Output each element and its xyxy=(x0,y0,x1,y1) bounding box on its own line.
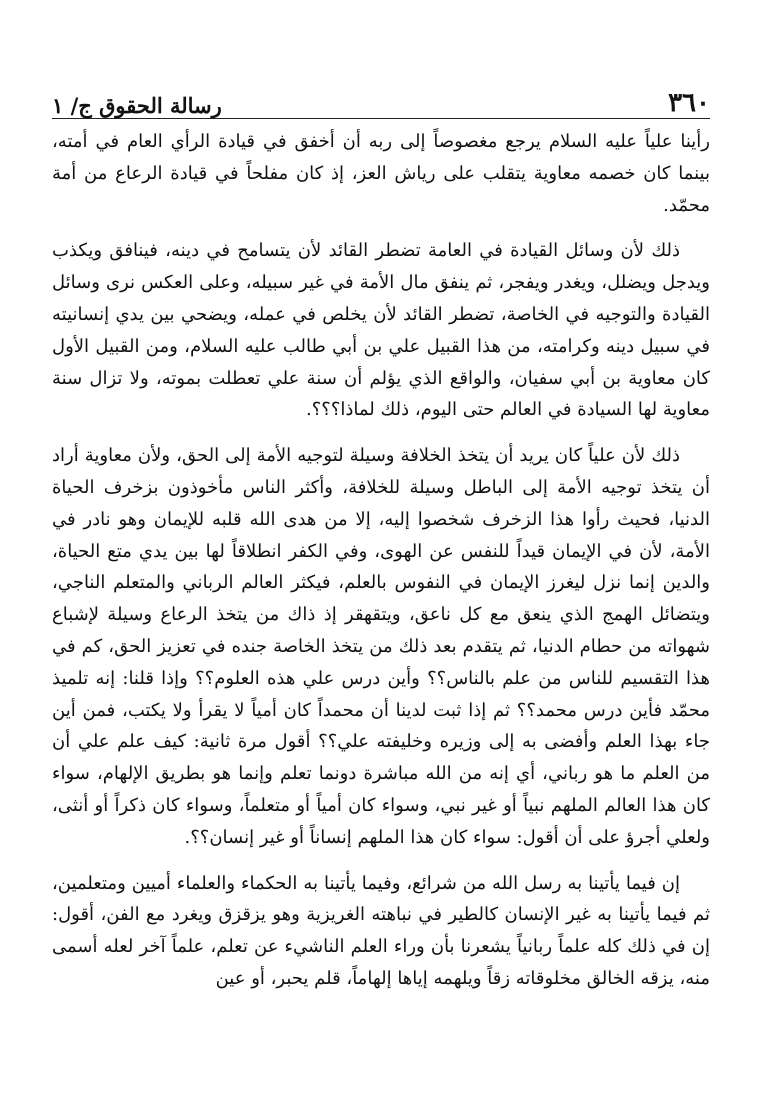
paragraph: ذلك لأن وسائل القيادة في العامة تضطر القائد لأن يتسامح في دينه، فينافق ويكذب ويدجل ويضلل، ويغدر ويفجر، ثم ينفق مال الأمة في غير سبيله، وعلى العكس نرى وسائل القيادة والتوجيه في الخاصة، تضطر القائد لأن يخلص في عمله، ويضحي بين يدي إنسانيته في سبيل دينه وكرامته، من هذا القبيل علي بن أبي طالب عليه السلام، ومن القبيل الأول كان معاوية بن أبي سفيان، والواقع الذي يؤلم أن سنة علي تعطلت بموته، ولا تزال سنة معاوية لها السيادة في العالم حتى اليوم، ذلك لماذا؟؟؟. xyxy=(52,240,710,421)
running-title: رسالة الحقوق ج/ ١ xyxy=(52,93,222,118)
body-text xyxy=(52,126,710,1009)
page-number: ٣٦٠ xyxy=(668,88,710,118)
paragraph: ذلك لأن علياً كان يريد أن يتخذ الخلافة وسيلة لتوجيه الأمة إلى الحق، ولأن معاوية أراد أن يتخذ توجيه الأمة إلى الباطل وسيلة للخلافة، وأكثر الناس مأخوذون بزخرف الحياة الدنيا، فحيث رأوا هذا الزخرف شخصوا إليه، إلا من هدى الله قلبه للإيمان وهو نادر في الأمة، لأن في الإيمان قيداً للنفس عن الهوى، وفي الكفر انطلاقاً لها بين يدي متع الحياة، والدين إنما نزل ليغرز الإيمان في النفوس بالعلم، فيكثر العالم الرباني والمتعلم الناجي، ويتضائل الهمج الذي ينعق مع كل ناعق، ويتقهقر إذ ذاك من يتخذ الرعاع وسيلة لإشباع شهواته من حطام الدنيا، ثم يتقدم بعد ذلك من يتخذ الخاصة جنده في تعزيز الحق، كم في هذا التقسيم للناس من علم بالناس؟؟ وأين درس علي هذه العلوم؟؟ وإذا قلنا: إنه تلميذ محمّد فأين درس محمد؟؟ ثم إذا ثبت لدينا أن محمداً كان أمياً لا يقرأ ولا يكتب، فمن أين جاء بهذا العلم وأفضى به إلى وزيره وخليفته علي؟؟ أقول مرة ثانية: كيف علم علي أن من العلم ما هو رباني، أي إنه من الله مباشرة دونما تعلم وإنما هو بطريق الإلهام، سواء كان هذا العالم الملهم نبياً أو غير نبي، وسواء كان أمياً أو متعلماً، وسواء كان ذكراً أو أنثى، ولعلي أجرؤ على أن أقول: سواء كان هذا الملهم إنساناً أو غير إنسان؟؟. xyxy=(52,445,710,848)
paragraph: إن فيما يأتينا به رسل الله من شرائع، وفيما يأتينا به الحكماء والعلماء أميين ومتعلمين، ثم فيما يأتينا به غير الإنسان كالطير في نباهته الغريزية وهو يزقزق ويغرد مع الفن، أقول: إن في ذلك كله علماً ربانياً يشعرنا بأن وراء العلم الناشيء عن تعلم، علماً آخر لعله أسمى منه، يزقه الخالق مخلوقاته زقاً ويلهمه إياها إلهاماً، قلم يحبر، أو عين xyxy=(52,872,710,989)
page-header xyxy=(52,72,710,119)
paragraph: رأينا علياً عليه السلام يرجع مغصوصاً إلى ربه أن أخفق في قيادة الرأي العام في أمته، بينما كان خصمه معاوية يتقلب على رياش العز، إذ كان مفلحاً في قيادة الرعاع من أمة محمّد. xyxy=(52,131,710,216)
